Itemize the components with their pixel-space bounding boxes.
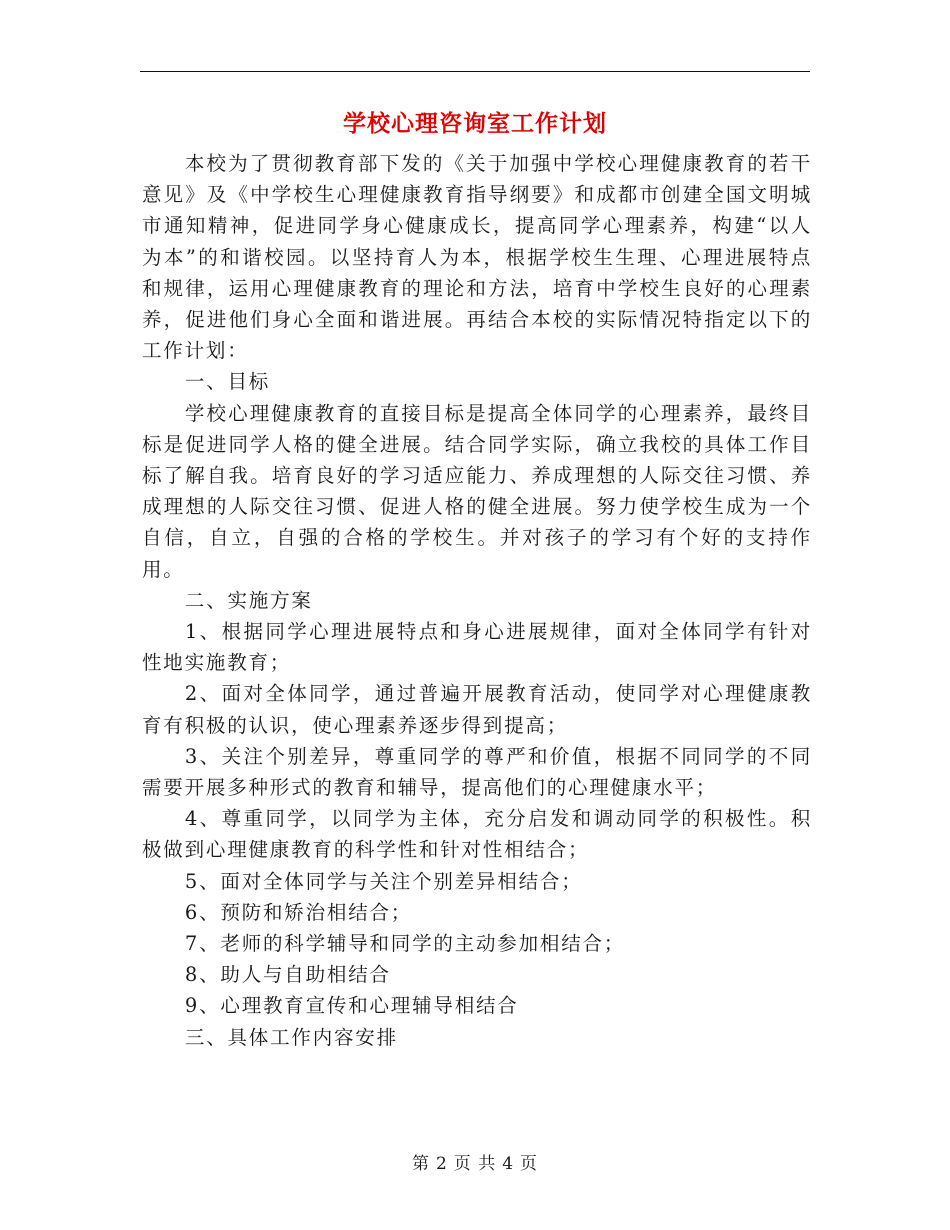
section-heading-schedule: 三、具体工作内容安排 — [184, 1025, 398, 1049]
document-body — [142, 148, 812, 1053]
footer-page-suffix: 页 — [520, 1154, 539, 1174]
list-item: 1、根据同学心理进展特点和身心进展规律，面对全体同学有针对性地实施教育； — [142, 620, 812, 675]
list-item: 4、尊重同学，以同学为主体，充分启发和调动同学的积极性。积极做到心理健康教育的科学性和针对性相结合； — [142, 807, 812, 862]
footer-page-prefix: 第 — [411, 1154, 430, 1174]
section-heading-goals: 一、目标 — [184, 370, 271, 394]
list-item: 8、助人与自助相结合 — [184, 963, 391, 987]
list-item: 9、心理教育宣传和心理辅导相结合 — [184, 994, 519, 1018]
footer-page-mid: 页 共 — [453, 1154, 497, 1174]
list-item: 6、预防和矫治相结合； — [184, 900, 413, 924]
paragraph-goals: 学校心理健康教育的直接目标是提高全体同学的心理素养，最终目标是促进同学人格的健全进展。结合同学实际，确立我校的具体工作目标了解自我。培育良好的学习适应能力、养成理想的人际交往习惯、养成理想的人际交往习惯、促进人格的健全进展。努力使学校生成为一个自信，自立，自强的合格的学校生。并对孩子的学习有个好的支持作用。 — [142, 401, 812, 581]
list-item: 7、老师的科学辅导和同学的主动参加相结合； — [184, 932, 626, 956]
footer-page-current: 2 — [435, 1154, 448, 1174]
header-rule — [140, 71, 810, 72]
page-footer — [0, 1151, 950, 1177]
footer-page-total: 4 — [502, 1154, 515, 1174]
paragraph-intro: 本校为了贯彻教育部下发的《关于加强中学校心理健康教育的若干意见》及《中学校生心理健康教育指导纲要》和成都市创建全国文明城市通知精神，促进同学身心健康成长，提高同学心理素养，构建“以人为本”的和谐校园。以坚持育人为本，根据学校生生理、心理进展特点和规律，运用心理健康教育的理论和方法，培育中学校生良好的心理素养，促进他们身心全面和谐进展。再结合本校的实际情况特指定以下的工作计划： — [142, 152, 812, 363]
list-item: 5、面对全体同学与关注个别差异相结合； — [184, 869, 583, 893]
list-item: 3、关注个别差异，尊重同学的尊严和价值，根据不同同学的不同需要开展多种形式的教育和辅导，提高他们的心理健康水平； — [142, 744, 812, 800]
section-heading-plan: 二、实施方案 — [184, 588, 313, 612]
list-item: 2、面对全体同学，通过普遍开展教育活动，使同学对心理健康教育有积极的认识，使心理素养逐步得到提高； — [142, 682, 812, 737]
document-title: 学校心理咨询室工作计划 — [343, 110, 607, 137]
